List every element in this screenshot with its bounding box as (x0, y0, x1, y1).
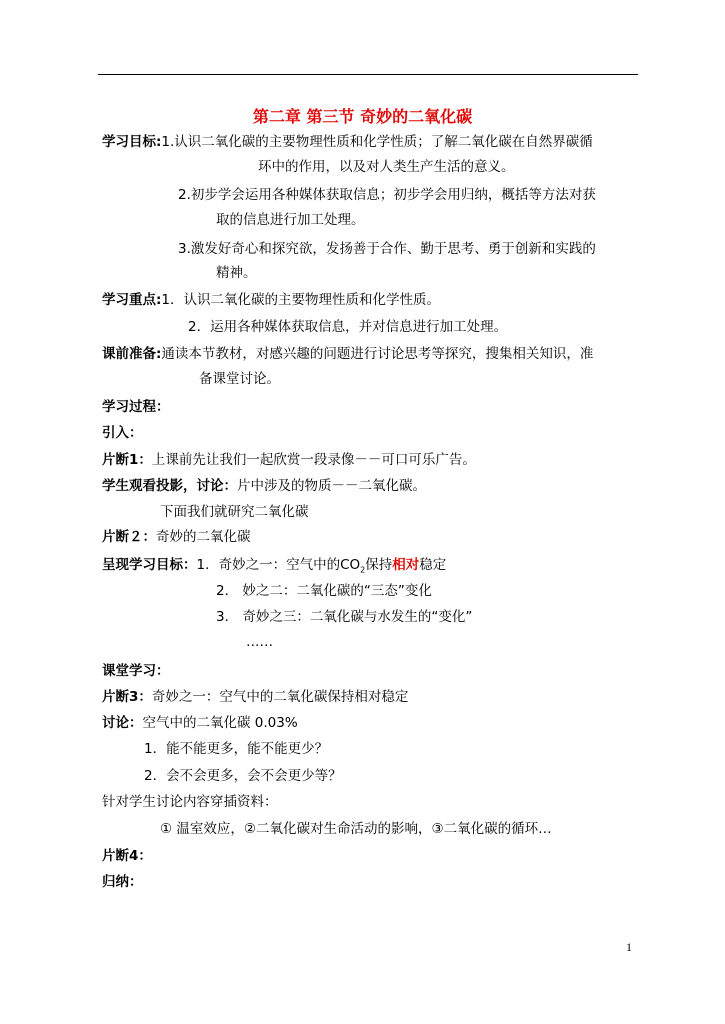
prep-label: 课前准备: (102, 346, 162, 362)
discussion-q2: 2．会不会更多，会不会更少等？ (144, 768, 342, 784)
present-item-1-pre: 1．奇妙之一：空气中的CO (196, 557, 361, 573)
objectives-label: 学习目标: (102, 134, 162, 150)
objective-2a: 2.初步学会运用各种媒体获取信息；初步学会用归纳，概括等方法对获 (178, 187, 596, 203)
present-item-1-post: 稳定 (419, 557, 447, 573)
present-item-2: 2． 妙之二：二氧化碳的“三态”变化 (216, 583, 432, 599)
materials-list: ① 温室效应，②二氧化碳对生命活动的影响，③二氧化碳的循环… (160, 821, 552, 837)
co2-subscript: 2 (360, 565, 366, 575)
insert-materials: 针对学生讨论内容穿插资料： (102, 794, 278, 810)
segment-1-text: 上课前先让我们一起欣赏一段录像－－可口可乐广告。 (151, 452, 476, 468)
class-label: 课堂学习： (102, 663, 170, 679)
objective-3a: 3.激发好奇心和探究欲，发扬善于合作、勤于思考、勇于创新和实践的 (178, 241, 596, 257)
segment-4-label: 片断4： (102, 848, 152, 864)
keypoint-1: 1．认识二氧化碳的主要物理性质和化学性质。 (161, 292, 440, 308)
prep-text-1: 通读本节教材，对感兴趣的问题进行讨论思考等探究，搜集相关知识，准 (161, 346, 594, 362)
page-number: 1 (626, 940, 632, 954)
segment-1-label: 片断1： (102, 452, 152, 468)
watch-discuss (102, 477, 426, 495)
header-rule (98, 74, 638, 75)
present-item-1-mid: 保持 (365, 557, 393, 573)
present-item-3: 3． 奇妙之三：二氧化碳与水发生的“变化” (216, 609, 473, 625)
watch-text: 片中涉及的物质－－二氧化碳。 (237, 478, 426, 494)
present-label: 呈现学习目标： (102, 557, 197, 573)
discussion-text: 空气中的二氧化碳 0.03% (142, 715, 298, 731)
segment-3-label: 片断3： (102, 689, 152, 705)
keypoints-label: 学习重点: (102, 292, 162, 308)
keypoints-line-1 (102, 291, 440, 309)
segment-1 (102, 451, 476, 469)
objectives-line-1 (102, 133, 593, 151)
page-title: 第二章 第三节 奇妙的二氧化碳 (252, 107, 473, 126)
present-ellipsis: …… (246, 634, 273, 650)
discussion-label: 讨论： (102, 715, 143, 731)
prep-text-2: 备课堂讨论。 (199, 371, 280, 387)
study-next: 下面我们就研究二氧化碳 (160, 504, 309, 520)
keypoint-2: 2．运用各种媒体获取信息，并对信息进行加工处理。 (188, 319, 508, 335)
prep-line-1 (102, 345, 593, 363)
segment-3-text: 奇妙之一：空气中的二氧化碳保持相对稳定 (151, 689, 409, 705)
segment-2 (102, 528, 251, 546)
relative-emphasis: 相对 (392, 557, 420, 573)
objective-1a: 1.认识二氧化碳的主要物理性质和化学性质；了解二氧化碳在自然界碳循 (161, 134, 593, 150)
objective-1b: 环中的作用，以及对人类生产生活的意义。 (258, 159, 515, 175)
segment-2-label: 片断２： (102, 529, 156, 545)
intro-label: 引入： (102, 425, 143, 441)
objective-2b: 取的信息进行加工处理。 (216, 212, 365, 228)
present-objectives (102, 556, 446, 580)
discussion-q1: 1．能不能更多，能不能更少？ (144, 741, 329, 757)
discussion (102, 714, 298, 732)
process-label: 学习过程： (102, 399, 170, 415)
segment-2-text: 奇妙的二氧化碳 (156, 529, 251, 545)
watch-label: 学生观看投影，讨论： (102, 478, 237, 494)
segment-3 (102, 688, 408, 706)
summary-label: 归纳： (102, 874, 143, 890)
objective-3b: 精神。 (216, 265, 257, 281)
